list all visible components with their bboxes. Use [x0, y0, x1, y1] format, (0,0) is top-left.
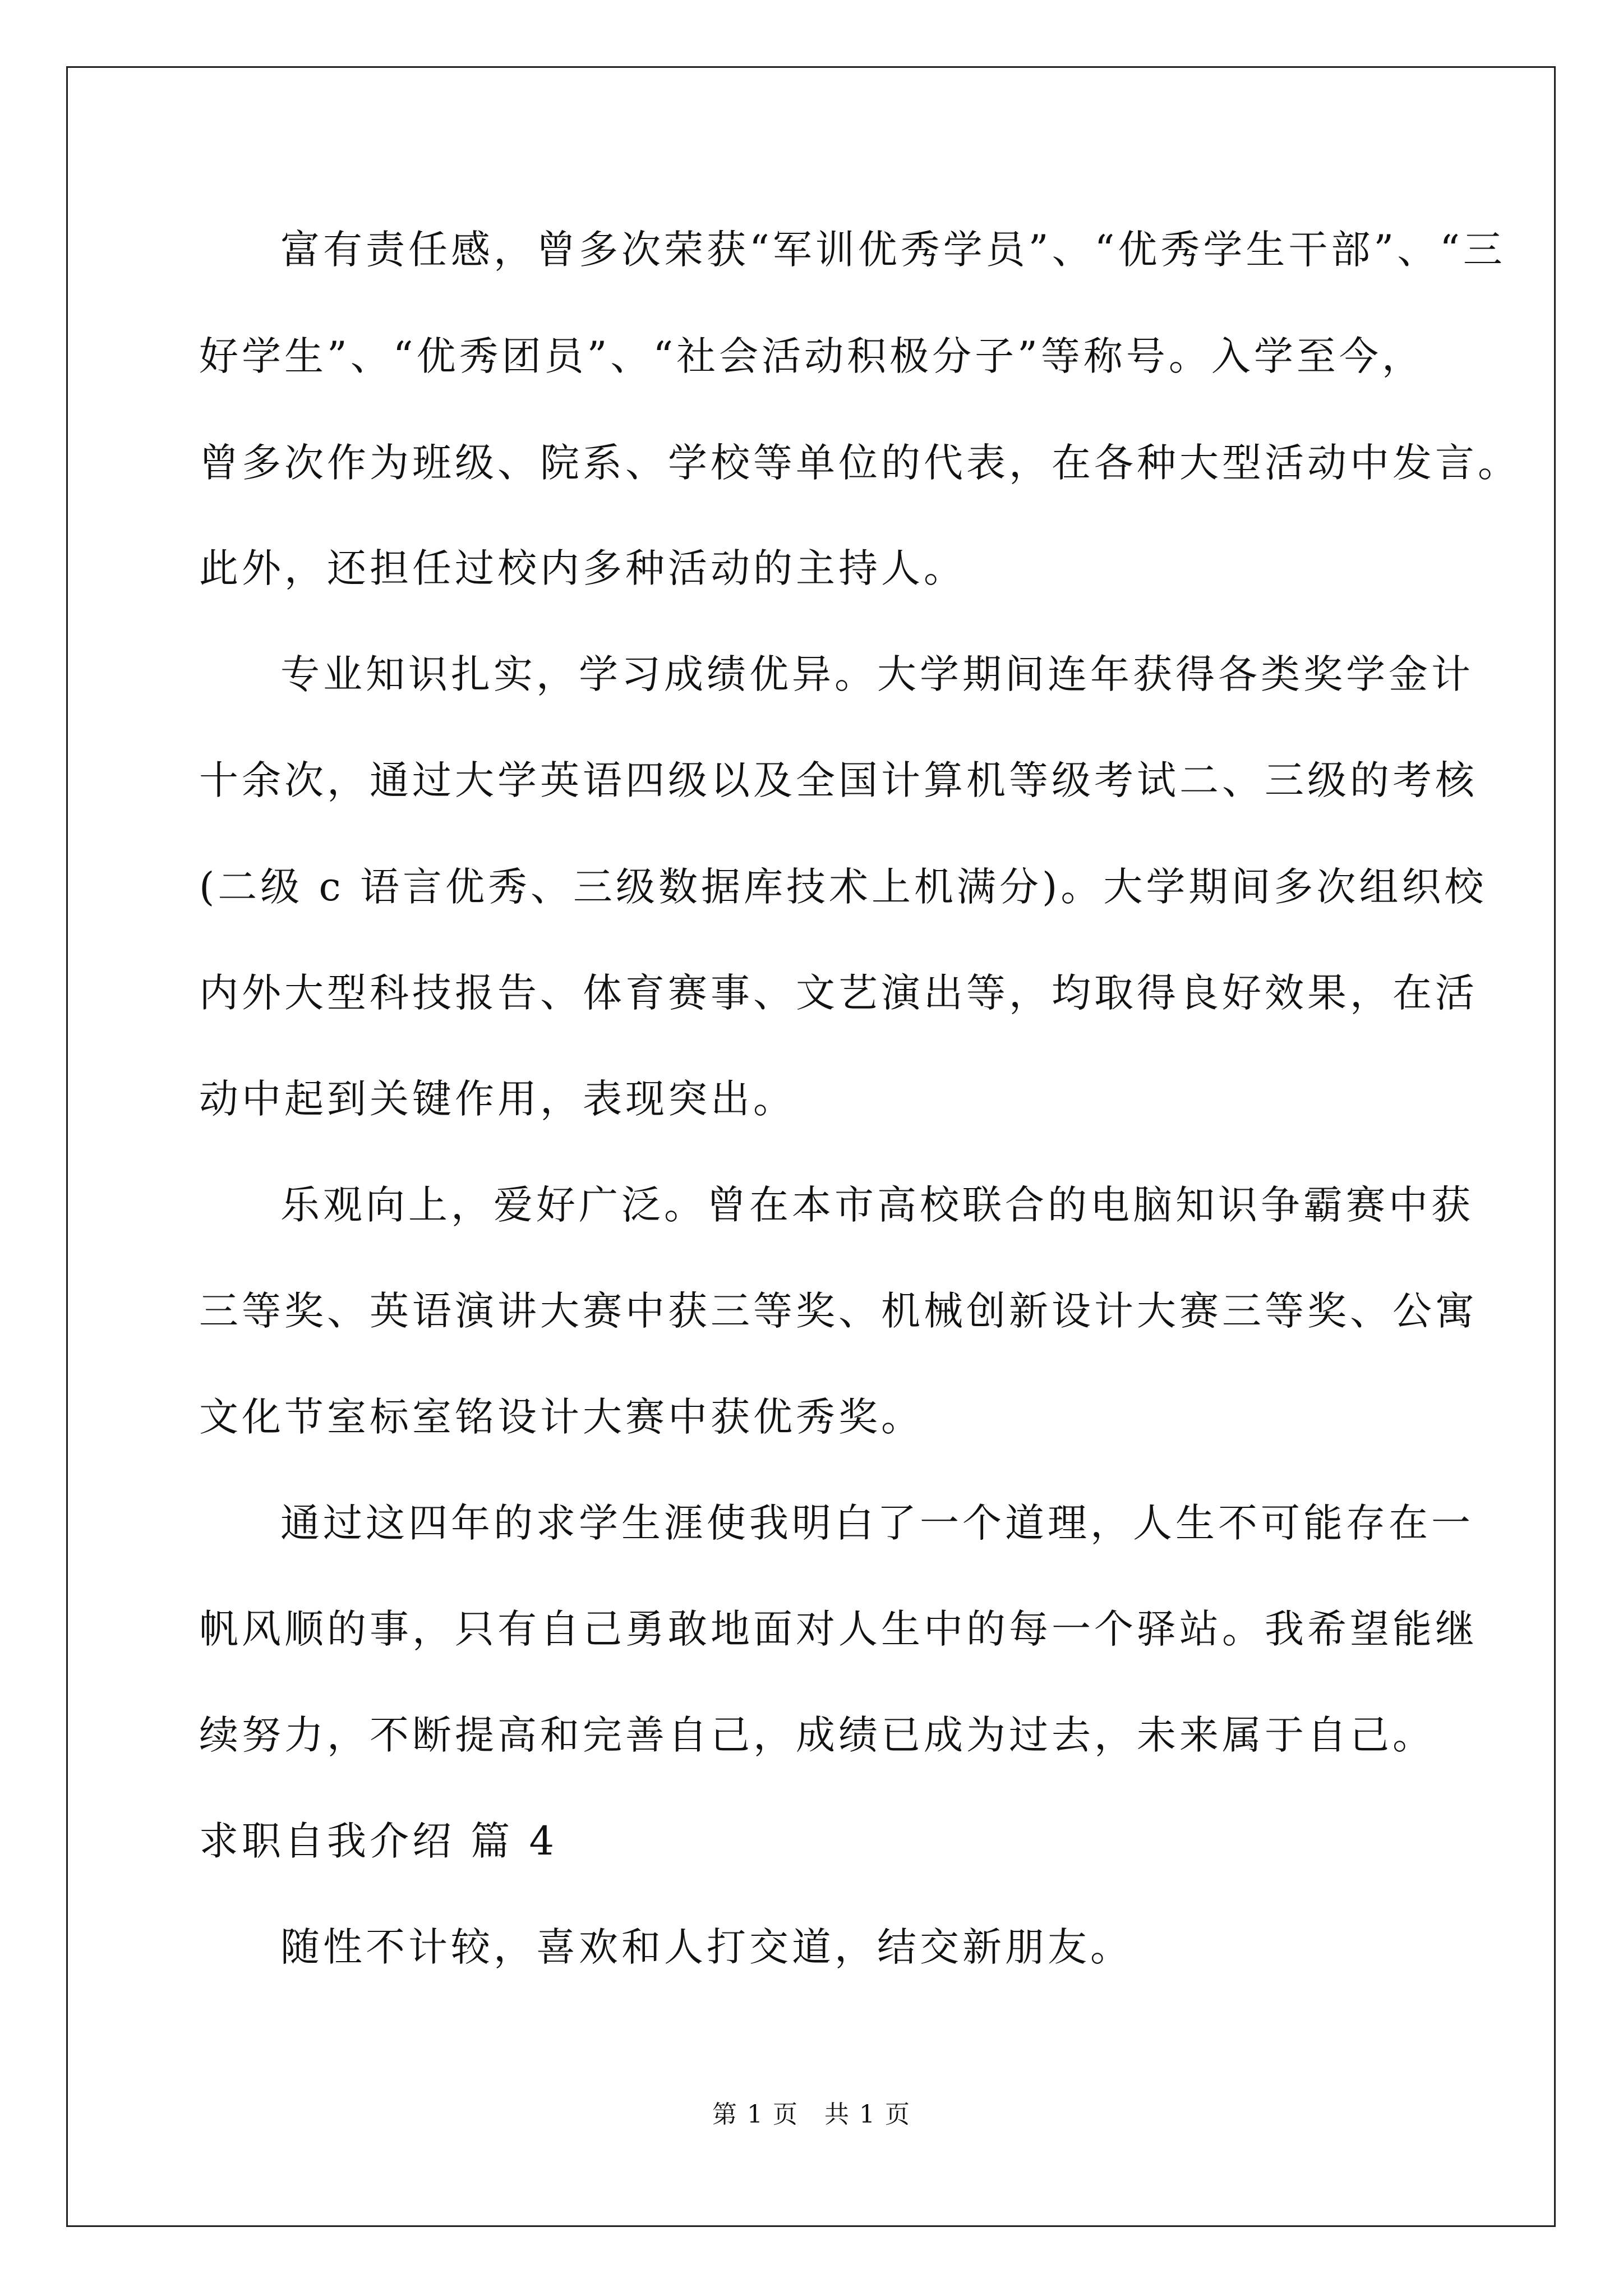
text-line: 续努力，不断提高和完善自己，成绩已成为过去，未来属于自己。	[199, 1712, 1435, 1758]
text-line: 文化节室标室铭设计大赛中获优秀奖。	[199, 1394, 924, 1440]
text-line: 富有责任感，曾多次荣获“军训优秀学员”、“优秀学生干部”、“三	[280, 227, 1506, 273]
section-heading: 求职自我介绍 篇 4	[199, 1818, 558, 1864]
page-frame	[66, 66, 1556, 2227]
text-line: 内外大型科技报告、体育赛事、文艺演出等，均取得良好效果，在活	[199, 970, 1478, 1016]
text-line: (二级 c 语言优秀、三级数据库技术上机满分)。大学期间多次组织校	[199, 864, 1487, 910]
text-line: 动中起到关键作用，表现突出。	[199, 1076, 796, 1122]
text-line: 通过这四年的求学生涯使我明白了一个道理，人生不可能存在一	[280, 1500, 1474, 1546]
text-line: 此外，还担任过校内多种活动的主持人。	[199, 545, 966, 591]
text-line: 随性不计较，喜欢和人打交道，结交新朋友。	[280, 1924, 1133, 1970]
text-line: 十余次，通过大学英语四级以及全国计算机等级考试二、三级的考核	[199, 757, 1478, 803]
text-line: 三等奖、英语演讲大赛中获三等奖、机械创新设计大赛三等奖、公寓	[199, 1288, 1478, 1334]
text-line: 曾多次作为班级、院系、学校等单位的代表，在各种大型活动中发言。	[199, 440, 1520, 486]
text-line: 专业知识扎实，学习成绩优异。大学期间连年获得各类奖学金计	[280, 651, 1474, 697]
text-line: 帆风顺的事，只有自己勇敢地面对人生中的每一个驿站。我希望能继	[199, 1606, 1478, 1652]
text-line: 好学生”、“优秀团员”、“社会活动积极分子”等称号。入学至今，	[199, 333, 1424, 379]
text-line: 乐观向上，爱好广泛。曾在本市高校联合的电脑知识争霸赛中获	[280, 1182, 1474, 1228]
page-number-footer: 第 1 页 共 1 页	[712, 2100, 911, 2129]
